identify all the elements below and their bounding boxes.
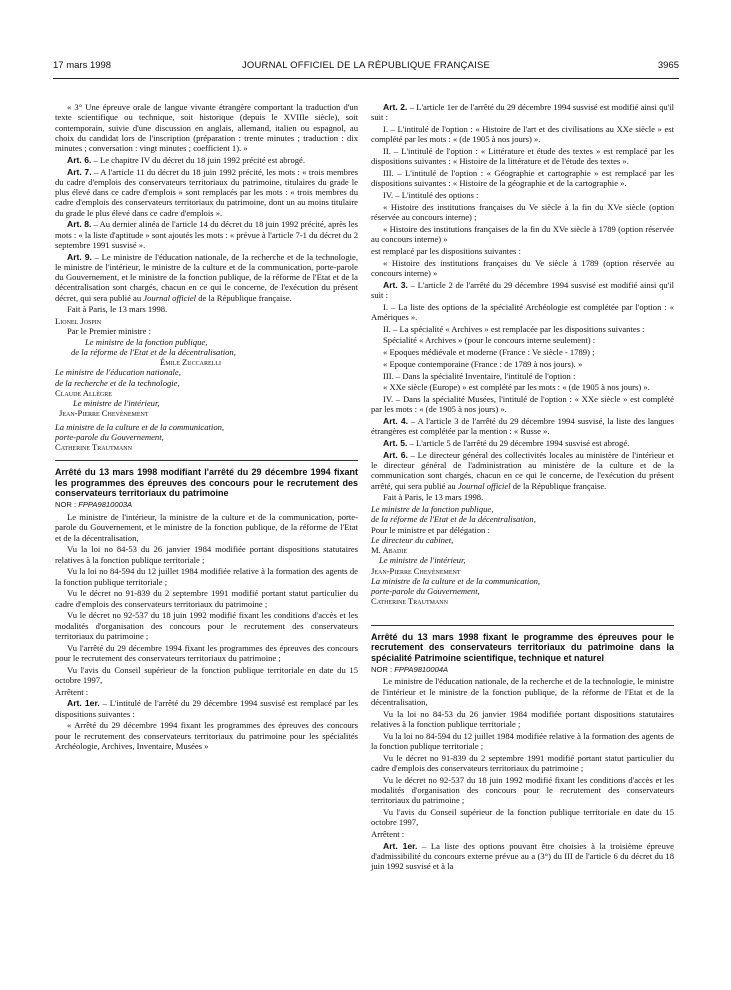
left-column [55, 102, 358, 753]
fait-line: Fait à Paris, le 13 mars 1998. [383, 492, 484, 503]
article-label: Art. 8. [67, 219, 92, 230]
nor-label: NOR : [371, 664, 395, 674]
signatory-title: porte-parole du Gouvernement, [55, 431, 164, 442]
article-label: Art. 6. [383, 449, 408, 460]
paragraph: Vu la loi no 84-53 du 26 janvier 1984 modifiée portant dispositions statutaires relatives à la fonction publique territoriale ; [55, 544, 358, 565]
paragraph: Vu l'arrêté du 29 décembre 1994 fixant les programmes des épreuves des concours pour le recrutement des conservateurs territoriaux du patrimoine ; [55, 642, 358, 663]
article-8 [55, 219, 358, 250]
signatory-title: Le ministre de l'intérieur, [73, 398, 160, 408]
paragraph: Le ministre de l'intérieur, la ministre de la culture et de la communication, porte-parole du Gouvernement, et le ministre de la fonction publique, de la réforme de l'Etat et de la décentralisation, [55, 512, 358, 543]
signatory-title: La ministre de la culture et de la communication, [55, 421, 225, 432]
fait-line: Fait à Paris, le 13 mars 1998. [67, 304, 168, 315]
article-4 [371, 416, 674, 437]
paragraph: « 3° Une épreuve orale de langue vivante étrangère comportant la traduction d'un texte scientifique ou technique, soit historique (depuis le XVIIIe siècle), soit contemporain, suivie d'une discussion en anglais, allemand, italien ou espagnol, au choix du candidat lors de l'inscription (préparation : trente minutes ; traduction : dix minutes ; conversation : vingt minutes ; coefficient 1). » [55, 102, 358, 153]
signatory-title: La ministre de la culture et de la communication, [371, 575, 541, 586]
article-text: – La liste des options pouvant être choisies à la troisième épreuve d'admissibilité du concours externe prévue au a (3°) du III de l'article 6 du décret du 18 juin 1992 susvisé et à la [371, 840, 674, 871]
paragraph: Le ministre de l'éducation nationale, de la recherche et de la technologie, le ministre de l'intérieur et le ministre de la fonction publique, de la réforme de l'Etat et de la décentralisation, [371, 676, 674, 707]
signatory-name: M. Abadie [371, 545, 408, 555]
paragraph: « Histoire des institutions françaises de la fin du XVe siècle à 1789 (option réservée au concours interne) » [371, 223, 674, 244]
signatory-title: de la réforme de l'Etat et de la décentralisation, [71, 346, 236, 357]
article-5 [371, 438, 674, 448]
nor-label: NOR : [55, 500, 79, 510]
article-3 [371, 280, 674, 301]
signatory-name: Claude Allègre [55, 387, 112, 398]
article-7 [55, 167, 358, 218]
paragraph: Vu la loi no 84-594 du 12 juillet 1984 modifiée relative à la formation des agents de la fonction publique territoriale ; [55, 566, 358, 587]
article-label: Art. 4. [383, 416, 409, 426]
right-column [371, 102, 674, 873]
paragraph: II. – L'intitulé de l'option : « Littérature et étude des textes » est remplacé par les dispositions suivantes : « Histoire de la littérature et de l'étude des textes ». [371, 146, 674, 167]
paragraph: « Histoire des institutions françaises du Ve siècle à 1789 (option réservée au concours interne) » [371, 257, 674, 278]
nor-reference [371, 665, 674, 675]
paragraph: Vu la loi no 84-594 du 12 juillet 1984 modifiée relative à la formation des agents de la fonction publique territoriale ; [371, 730, 674, 751]
section-divider [55, 460, 358, 461]
arretent: Arrêtent : [371, 828, 405, 839]
article-text: – A l'article 3 de l'arrêté du 29 décembre 1994 susvisé, la liste des langues étrangères est complétée par la mention : « Russe ». [371, 416, 675, 437]
article-label: Art. 2. [383, 102, 408, 112]
article-text: – Le directeur général des collectivités locales au ministère de l'intérieur et le directeur général de l'administration au ministère de la culture et de la communication sont chargés, chacun en ce qui le concerne, de l'exécution du présent arrêté, qui sera publié au [371, 449, 675, 491]
article-label: Art. 9. [67, 251, 92, 262]
article-label: Art. 7. [67, 166, 92, 177]
signatory-title: Le ministre de l'éducation nationale, [55, 367, 181, 378]
signatory-title: Le ministre de l'intérieur, [379, 555, 466, 566]
signatory-title: Le directeur du cabinet, [371, 534, 454, 545]
paragraph: « Arrêté du 29 décembre 1994 fixant les programmes des épreuves des concours pour le recrutement des conservateurs territoriaux du patrimoine pour les spécialités Archéologie, Archives, Inventaire, Musées » [55, 720, 358, 751]
page-header [53, 60, 679, 74]
signatory-title: Le ministre de la fonction publique, [371, 504, 494, 514]
paragraph: I. – La liste des options de la spécialité Archéologie est complétée par l'option : « Amériques ». [371, 301, 674, 322]
decree-title: Arrêté du 13 mars 1998 fixant le programme des épreuves pour le recrutement des conservateurs territoriaux du patrimoine dans la spécialité Patrimoine scientifique, technique et naturel [371, 631, 674, 663]
paragraph: I. – L'intitulé de l'option : « Histoire de l'art et des civilisations au XXe siècle » est complété par les mots : « (de 1905 à nos jours) ». [371, 124, 674, 145]
article-text-end: de la République française. [510, 480, 607, 491]
signatures [371, 504, 674, 607]
article-text: – Au dernier alinéa de l'article 14 du décret du 18 juin 1992 précité, après les mots : « la liste d'aptitude » sont ajoutés les mots : « prévue à l'article 7-1 du décret du 2 septembre 1991 susvisé ». [55, 219, 358, 250]
paragraph: Vu la loi no 84-53 du 26 janvier 1984 modifiée portant dispositions statutaires relatives à la fonction publique territoriale ; [371, 708, 674, 729]
paragraph: III. – L'intitulé de l'option : « Géographie et cartographie » est remplacé par les dispositions suivantes : « Histoire de la géographie et de la cartographie ». [371, 168, 674, 189]
signatory-name: Catherine Trautmann [55, 442, 132, 452]
signatory-name: Émile Zuccarelli [160, 357, 221, 367]
section-divider [371, 625, 674, 626]
article-1 [371, 841, 674, 872]
paragraph: Vu le décret no 91-839 du 2 septembre 1991 modifié portant statut particulier du cadre d'emplois des conservateurs territoriaux du patrimoine ; [371, 752, 674, 773]
signatory-title: porte-parole du Gouvernement, [371, 586, 480, 596]
article-text: – L'article 2 de l'arrêté du 29 décembre 1994 susvisé est modifié ainsi qu'il suit : [371, 279, 674, 300]
nor-code: FPPA9810003A [78, 500, 133, 510]
paragraph: « Histoire des institutions françaises du Ve siècle à la fin du XVe siècle (option réservée au concours interne) ; [371, 201, 674, 222]
paragraph: IV. – Dans la spécialité Musées, l'intitulé de l'option : « XXe siècle » est complété par les mots : « (de 1905 à nos jours) ». [371, 394, 674, 415]
signatures [55, 316, 358, 452]
signatory-title: Par le Premier ministre : [67, 326, 152, 337]
article-text-end: de la République française. [196, 292, 292, 303]
article-text: – A l'article 11 du décret du 18 juin 1992 précité, les mots : « trois membres du cadre d'emplois des conservateurs territoriaux du patrimoine, titulaires du grade le plus élevé dans ce cadre d'emplois » sont remplacés par les mots : « trois membres du cadre d'emplois des conservateurs territoriaux du patrimoine, dont un au moins titulaire du grade le plus élevé dans ce cadre d'emplois ». [55, 166, 358, 218]
article-2 [371, 102, 674, 123]
signatory-title: Le ministre de la fonction publique, [85, 336, 208, 347]
paragraph: II. – La spécialité « Archives » est remplacée par les dispositions suivantes : [383, 323, 645, 334]
article-1 [55, 698, 358, 719]
journal-title: JOURNAL OFFICIEL DE LA RÉPUBLIQUE FRANÇAISE [241, 60, 491, 71]
paragraph: Vu le décret no 91-839 du 2 septembre 1991 modifié portant statut particulier du cadre d'emplois des conservateurs territoriaux du patrimoine ; [55, 588, 358, 609]
paragraph: IV. – L'intitulé des options : [383, 190, 479, 200]
journal-ref: Journal officiel [143, 292, 197, 303]
article-text: – L'intitulé de l'arrêté du 29 décembre 1994 susvisé est remplacé par les dispositions suivantes : [55, 698, 358, 719]
paragraph: Spécialité « Archives » (pour le concours interne seulement) : [383, 335, 596, 346]
article-label: Art. 1er. [383, 840, 418, 851]
article-label: Art. 1er. [67, 698, 100, 709]
header-rule [53, 78, 679, 79]
article-label: Art. 6. [67, 154, 92, 165]
paragraph: Vu l'avis du Conseil supérieur de la fonction publique territoriale en date du 15 octobre 1997, [55, 664, 358, 685]
paragraph: Vu le décret no 92-537 du 18 juin 1992 modifié fixant les conditions d'accès et les modalités d'organisation des concours pour le recrutement des conservateurs territoriaux du patrimoine ; [55, 610, 358, 641]
signatory-title: de la réforme de l'Etat et de la décentralisation, [371, 514, 536, 525]
article-9 [55, 252, 358, 303]
paragraph: Vu le décret no 92-537 du 18 juin 1992 modifié fixant les conditions d'accès et les modalités d'organisation des concours pour le recrutement des conservateurs territoriaux du patrimoine ; [371, 774, 674, 805]
page-number: 3965 [657, 60, 679, 71]
article-label: Art. 5. [383, 438, 408, 448]
decree-title: Arrêté du 13 mars 1998 modifiant l'arrêté du 29 décembre 1994 fixant les programmes des épreuves des concours pour le recrutement des conservateurs territoriaux du patrimoine [55, 467, 358, 499]
signatory-name: Jean-Pierre Chevènement [371, 565, 461, 576]
article-text: – Le chapitre IV du décret du 18 juin 1992 précité est abrogé. [91, 154, 306, 165]
article-text: – L'article 1er de l'arrêté du 29 décembre 1994 susvisé est modifié ainsi qu'il suit : [371, 102, 674, 123]
signatory-name: Lionel Jospin [55, 316, 102, 326]
signatory-name: Catherine Trautmann [371, 596, 448, 607]
article-text: – L'article 5 de l'arrêté du 29 décembre 1994 susvisé est abrogé. [407, 438, 630, 448]
arretent: Arrêtent : [55, 686, 89, 697]
issue-date: 17 mars 1998 [53, 60, 112, 71]
journal-ref: Journal officiel [457, 480, 511, 491]
nor-reference [55, 500, 358, 510]
article-label: Art. 3. [383, 279, 408, 290]
paragraph: est remplacé par les dispositions suivantes : [371, 245, 521, 256]
article-6 [371, 450, 674, 491]
paragraph: « XXe siècle (Europe) » est complété par les mots : « (de 1905 à nos jours) ». [383, 382, 650, 393]
paragraph: « Epoque contemporaine (France : de 1789 à nos jours). » [383, 358, 583, 369]
article-6 [55, 155, 358, 165]
nor-code: FPPA9810004A [394, 664, 449, 674]
article-text: – Le ministre de l'éducation nationale, de la recherche et de la technologie, le ministre de l'intérieur, le ministre de la culture et de la communication, porte-parole du Gouvernement, et le ministre de la fonction publique, de la réforme de l'Etat et de la décentralisation sont chargés, chacun en ce qui le concerne, de l'exécution du présent décret, qui sera publié au [55, 251, 358, 303]
paragraph: III. – Dans la spécialité Inventaire, l'intitulé de l'option : [383, 370, 576, 381]
signatory-title: de la recherche et de la technologie, [55, 377, 180, 388]
signatory-title: Pour le ministre et par délégation : [371, 524, 490, 535]
paragraph: « Epoques médiévale et moderne (France : Ve siècle - 1789) ; [383, 347, 595, 357]
signatory-name: Jean-Pierre Chevènement [59, 408, 149, 419]
paragraph: Vu l'avis du Conseil supérieur de la fonction publique territoriale en date du 15 octobre 1997, [371, 806, 674, 827]
